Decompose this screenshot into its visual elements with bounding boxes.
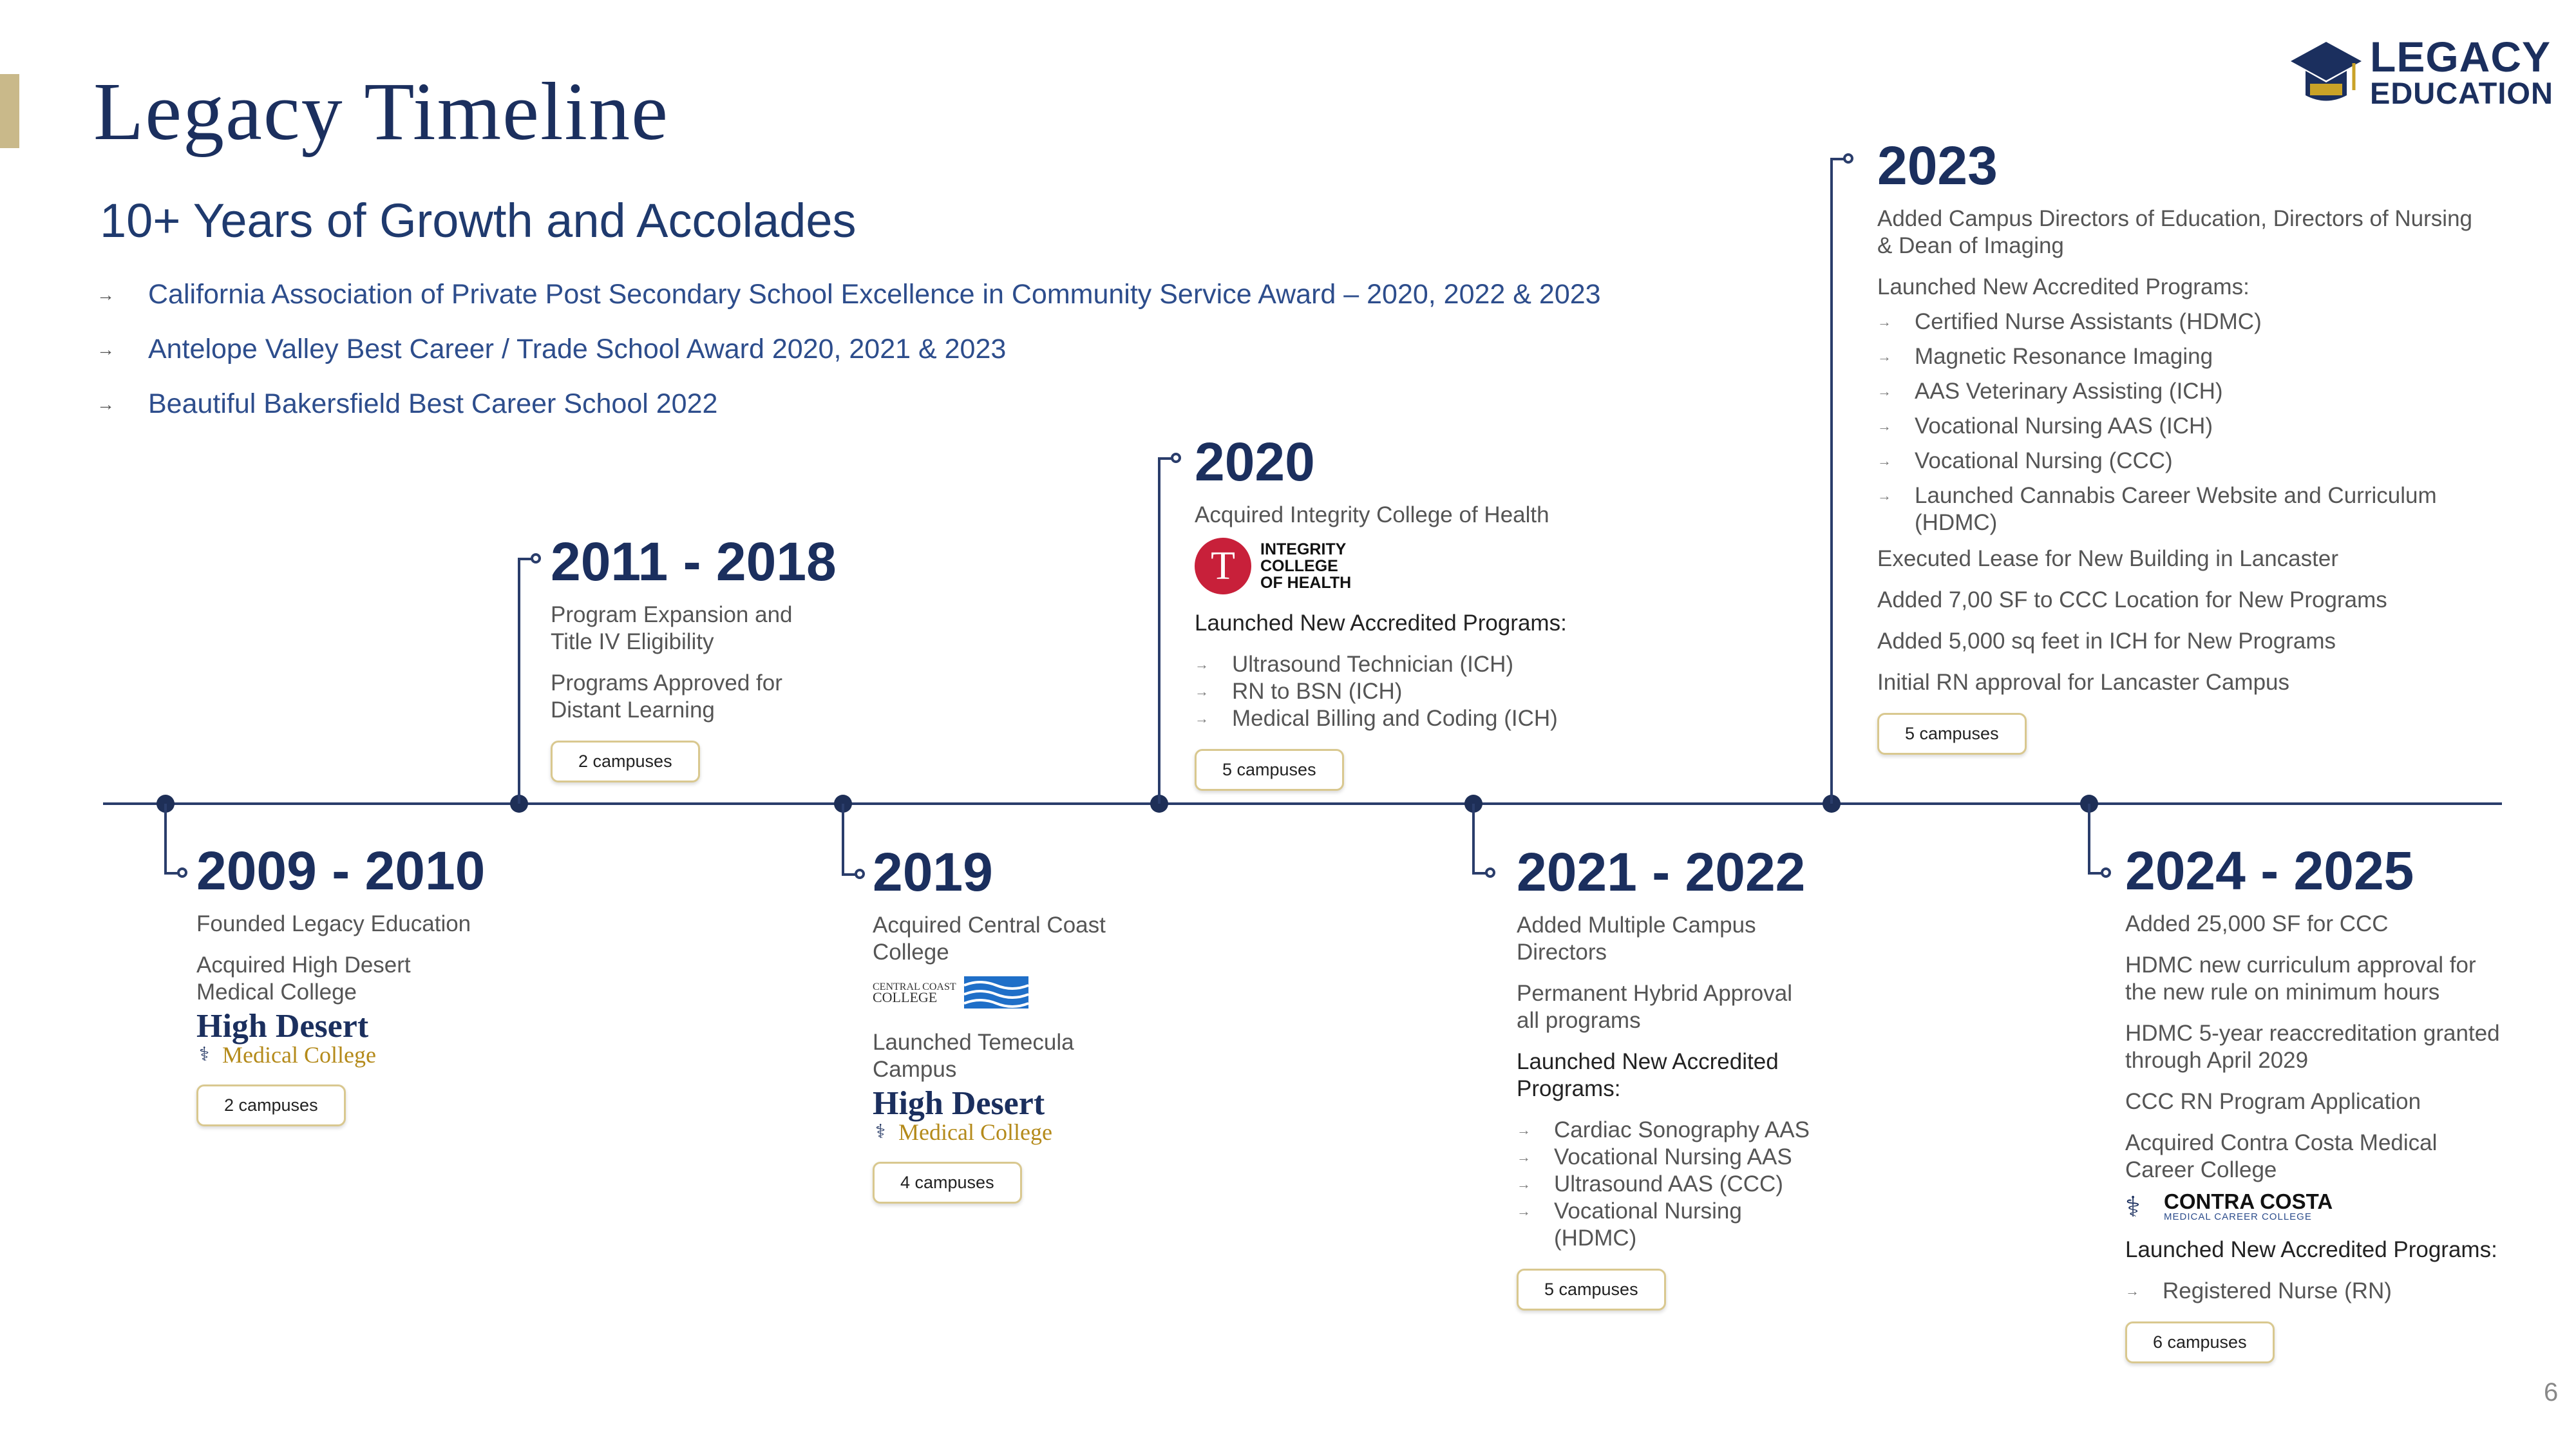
arrow-icon: → bbox=[1517, 1149, 1531, 1165]
arrow-icon: → bbox=[1195, 710, 1209, 726]
event-text: Program Expansion and Title IV Eligibility bbox=[551, 602, 793, 654]
program-item: → RN to BSN (ICH) bbox=[1195, 679, 1403, 704]
caduceus-icon: ⚕ bbox=[875, 1121, 886, 1142]
event-text: Acquired Central Coast College bbox=[873, 913, 1106, 965]
event-text: Launched New Accredited Programs: bbox=[2125, 1237, 2497, 1262]
caduceus-icon: ⚕ bbox=[2125, 1191, 2141, 1223]
legacy-education-logo bbox=[2289, 35, 2560, 109]
event-text: Initial RN approval for Lancaster Campus bbox=[1877, 670, 2290, 695]
award-item bbox=[97, 377, 1601, 431]
connector-line bbox=[518, 558, 520, 804]
arrow-icon: → bbox=[1195, 683, 1209, 699]
connector-line bbox=[1158, 457, 1160, 804]
program-item: → Vocational Nursing (HDMC) bbox=[1517, 1198, 1742, 1251]
program-item: → Ultrasound AAS (CCC) bbox=[1517, 1171, 1783, 1197]
event-text: Launched Temecula Campus bbox=[873, 1030, 1074, 1082]
arrow-icon: → bbox=[2125, 1283, 2139, 1299]
cc-med-logo-line1: CONTRA COSTA bbox=[2164, 1189, 2333, 1213]
high-desert-logo bbox=[196, 1010, 493, 1068]
connector-ring bbox=[531, 553, 541, 564]
connector-hook bbox=[518, 558, 532, 560]
event-text: HDMC 5-year reaccreditation granted through April 2029 bbox=[2125, 1021, 2500, 1073]
high-desert-logo-line1: High Desert bbox=[196, 1008, 369, 1045]
program-item: → Vocational Nursing AAS bbox=[1517, 1144, 1792, 1170]
connector-ring bbox=[1843, 153, 1853, 164]
event-text: Acquired Integrity College of Health bbox=[1195, 502, 1549, 527]
connector-line bbox=[842, 804, 844, 875]
award-item bbox=[97, 322, 1601, 377]
program-item: → Magnetic Resonance Imaging bbox=[1877, 344, 2213, 369]
connector-line bbox=[1472, 804, 1475, 873]
arrow-icon: → bbox=[1517, 1203, 1531, 1219]
arrow-icon: → bbox=[97, 393, 115, 414]
graduation-cap-icon bbox=[2289, 39, 2363, 109]
high-desert-logo-line1: High Desert bbox=[873, 1085, 1045, 1122]
arrow-icon: → bbox=[1877, 348, 1891, 365]
campus-count-badge: 2 campuses bbox=[551, 741, 700, 782]
event-text: Founded Legacy Education bbox=[196, 911, 471, 936]
campus-count-badge: 4 campuses bbox=[873, 1162, 1022, 1204]
connector-line bbox=[2088, 804, 2090, 873]
integrity-t-icon: T bbox=[1195, 538, 1251, 594]
page-subtitle: 10+ Years of Growth and Accolades bbox=[100, 194, 857, 247]
ich-logo-line2: COLLEGE bbox=[1260, 557, 1338, 575]
event-2021-2022 bbox=[1517, 842, 1819, 1311]
page-number: 6 bbox=[2544, 1378, 2559, 1406]
event-text: Launched New Accredited Programs: bbox=[1517, 1049, 1779, 1101]
event-text: Added 7,00 SF to CCC Location for New Programs bbox=[1877, 587, 2387, 612]
event-2024-2025 bbox=[2125, 840, 2512, 1363]
program-item: → Certified Nurse Assistants (HDMC) bbox=[1877, 309, 2262, 334]
program-item: → Vocational Nursing AAS (ICH) bbox=[1877, 413, 2213, 439]
event-year: 2019 bbox=[873, 842, 993, 902]
event-text: Programs Approved for Distant Learning bbox=[551, 670, 782, 723]
awards-list bbox=[97, 267, 1601, 431]
connector-hook bbox=[842, 873, 856, 876]
program-item: → Launched Cannabis Career Website and Curriculum (HDMC) bbox=[1877, 483, 2437, 535]
connector-hook bbox=[1158, 457, 1172, 460]
event-year: 2024 - 2025 bbox=[2125, 840, 2414, 901]
award-text: Antelope Valley Best Career / Trade School Award 2020, 2021 & 2023 bbox=[148, 334, 1007, 365]
integrity-college-logo bbox=[1195, 534, 1633, 598]
campus-count-badge: 5 campuses bbox=[1195, 749, 1344, 791]
campus-count-badge: 5 campuses bbox=[1517, 1269, 1666, 1311]
waves-icon bbox=[964, 976, 1028, 1009]
program-item: → Medical Billing and Coding (ICH) bbox=[1195, 706, 1558, 731]
campus-count-badge: 5 campuses bbox=[1877, 713, 2027, 755]
ich-logo-line3: OF HEALTH bbox=[1260, 574, 1352, 592]
arrow-icon: → bbox=[1877, 453, 1891, 469]
connector-hook bbox=[164, 872, 178, 875]
event-2023 bbox=[1877, 135, 2496, 755]
event-text: Acquired Contra Costa Medical Career College bbox=[2125, 1130, 2438, 1182]
arrow-icon: → bbox=[1195, 656, 1209, 672]
connector-ring bbox=[855, 869, 865, 879]
logo-line2: EDUCATION bbox=[2370, 76, 2553, 110]
program-item: → AAS Veterinary Assisting (ICH) bbox=[1877, 379, 2223, 404]
high-desert-logo-line2: Medical College bbox=[222, 1042, 376, 1068]
accent-bar bbox=[0, 74, 19, 148]
event-text: Added Campus Directors of Education, Directors of Nursing & Dean of Imaging bbox=[1877, 206, 2473, 258]
award-item bbox=[97, 267, 1601, 322]
campus-count-badge: 6 campuses bbox=[2125, 1321, 2275, 1363]
connector-line bbox=[1830, 158, 1833, 804]
contra-costa-logo bbox=[2125, 1188, 2512, 1226]
arrow-icon: → bbox=[1877, 418, 1891, 434]
connector-ring bbox=[177, 867, 187, 878]
connector-hook bbox=[1830, 158, 1844, 160]
event-2011-2018 bbox=[551, 531, 837, 782]
event-year: 2020 bbox=[1195, 431, 1315, 492]
event-2020 bbox=[1195, 431, 1633, 791]
event-text: HDMC new curriculum approval for the new rule on minimum hours bbox=[2125, 952, 2476, 1005]
event-year: 2021 - 2022 bbox=[1517, 842, 1806, 902]
high-desert-logo-line2: Medical College bbox=[898, 1119, 1052, 1145]
event-text: Added Multiple Campus Directors bbox=[1517, 913, 1756, 965]
event-text: Executed Lease for New Building in Lancaster bbox=[1877, 546, 2338, 571]
connector-ring bbox=[1485, 867, 1495, 878]
event-text: Permanent Hybrid Approval all programs bbox=[1517, 981, 1792, 1033]
connector-hook bbox=[2088, 872, 2102, 875]
event-text: Added 5,000 sq feet in ICH for New Programs bbox=[1877, 629, 2336, 654]
ich-logo-line1: INTEGRITY bbox=[1260, 540, 1347, 558]
event-text: CCC RN Program Application bbox=[2125, 1089, 2421, 1114]
page-title: Legacy Timeline bbox=[93, 66, 669, 157]
program-item: → Vocational Nursing (CCC) bbox=[1877, 448, 2173, 473]
arrow-icon: → bbox=[1877, 383, 1891, 399]
event-2009-2010 bbox=[196, 840, 493, 1126]
award-text: California Association of Private Post Secondary School Excellence in Community Service Award – 2020, 2022 & 2023 bbox=[148, 279, 1601, 310]
arrow-icon: → bbox=[1877, 488, 1891, 504]
event-text: Launched New Accredited Programs: bbox=[1195, 611, 1567, 636]
event-year: 2009 - 2010 bbox=[196, 840, 486, 901]
arrow-icon: → bbox=[1877, 314, 1891, 330]
program-item: → Registered Nurse (RN) bbox=[2125, 1278, 2392, 1303]
program-item: → Cardiac Sonography AAS bbox=[1517, 1117, 1810, 1142]
arrow-icon: → bbox=[1517, 1122, 1531, 1138]
cc-med-logo-line2: MEDICAL CAREER COLLEGE bbox=[2164, 1211, 2312, 1222]
connector-ring bbox=[1171, 453, 1181, 463]
event-year: 2023 bbox=[1877, 135, 1998, 196]
caduceus-icon: ⚕ bbox=[199, 1044, 210, 1065]
event-2019 bbox=[873, 842, 1130, 1204]
connector-ring bbox=[2101, 867, 2111, 878]
arrow-icon: → bbox=[97, 339, 115, 359]
high-desert-logo bbox=[873, 1087, 1130, 1145]
connector-line bbox=[164, 804, 167, 873]
cc-logo-line1: CENTRAL COAST bbox=[873, 981, 956, 992]
arrow-icon: → bbox=[1517, 1176, 1531, 1192]
award-text: Beautiful Bakersfield Best Career School 2022 bbox=[148, 388, 718, 419]
event-year: 2011 - 2018 bbox=[551, 531, 837, 592]
program-item: → Ultrasound Technician (ICH) bbox=[1195, 652, 1514, 677]
connector-hook bbox=[1472, 872, 1486, 875]
event-text: Acquired High Desert Medical College bbox=[196, 952, 411, 1005]
event-text: Added 25,000 SF for CCC bbox=[2125, 911, 2389, 936]
arrow-icon: → bbox=[97, 284, 115, 305]
logo-line1: LEGACY bbox=[2370, 33, 2552, 80]
event-text: Launched New Accredited Programs: bbox=[1877, 274, 2249, 299]
cc-logo-line2: COLLEGE bbox=[873, 989, 938, 1005]
timeline-axis bbox=[103, 802, 2502, 805]
central-coast-college-logo bbox=[873, 970, 1130, 1015]
campus-count-badge: 2 campuses bbox=[196, 1084, 346, 1126]
